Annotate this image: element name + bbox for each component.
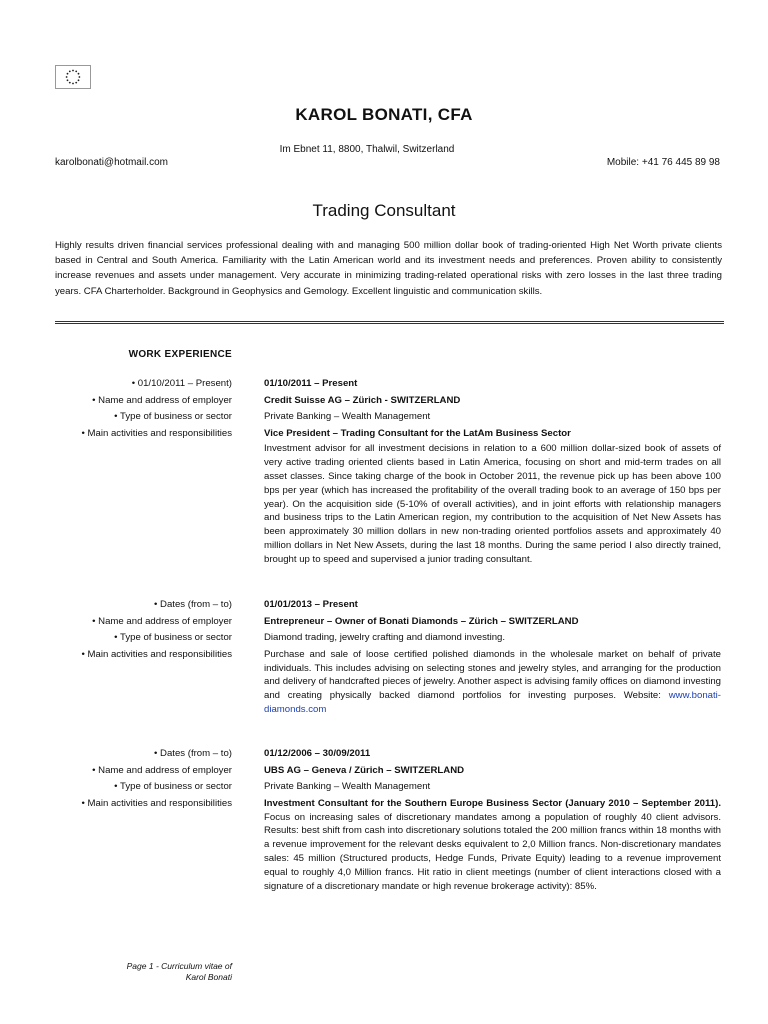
job-activities-label: • Main activities and responsibilities: [81, 797, 232, 809]
job-dates: 01/01/2013 – Present: [264, 599, 358, 610]
profile-summary: Highly results driven financial services professional dealing with and managing 500 million dollar book of trading-oriented High Net Worth private clients based in Central and South America. Familiarity with the Latin American world and its investment needs and preferences. Proven ability to consistently increase revenues and assets under management. Very accurate in minimizing trading-related operational risks with zero losses in the last three trading years. CFA Charterholder. Background in Geophysics and Gemology. Excellent linguistic and communication skills.: [55, 240, 722, 297]
job-business: Private Banking – Wealth Management: [264, 781, 431, 793]
job-dates-label: • Dates (from – to): [154, 599, 232, 610]
job-entry: [0, 746, 768, 893]
candidate-name: KAROL BONATI, CFA: [295, 105, 473, 124]
candidate-email[interactable]: karolbonati@hotmail.com: [55, 157, 168, 168]
job-description-wrap: [264, 796, 721, 894]
job-role: Investment Consultant for the Southern Europe Business Sector (January 2010 – September 2011).: [264, 797, 721, 809]
job-role: Vice President – Trading Consultant for the LatAm Business Sector: [264, 427, 571, 439]
eu-stars-icon: [62, 68, 84, 86]
job-employer: UBS AG – Geneva / Zürich – SWITZERLAND: [264, 764, 465, 776]
job-business-label: • Type of business or sector: [114, 411, 232, 423]
job-employer-label: • Name and address of employer: [92, 615, 232, 627]
job-entry: [0, 597, 768, 717]
section-divider: [55, 321, 724, 324]
job-activities-label: • Main activities and responsibilities: [81, 648, 232, 660]
job-business: Private Banking – Wealth Management: [264, 411, 431, 423]
job-employer: Credit Suisse AG – Zürich - SWITZERLAND: [264, 394, 461, 406]
cv-headline: Trading Consultant: [312, 201, 456, 220]
job-business: Diamond trading, jewelry crafting and diamond investing.: [264, 632, 506, 644]
page-footer: [0, 961, 232, 983]
job-description: Investment advisor for all investment decisions in relation to a 600 million dollar-sized book of assets of very active trading oriented clients based in Latin America, focusing on short and mid-term trades on all asset classes. Since taking charge of the book in October 2011, the revenue pick up has been above 100 bps per year (which has increased the profitability of the overall trading book to an average of 150 bps per year). On the acquisition side (5-10% of overall activities), and in joint efforts with relationship managers and business trips to the Latin American region, my contribution to the acquisition of Net New Assets has been approximately 30 million dollars in new non-trading oriented portfolios assets and approximately 40 million dollars in Net New Assets, during the last 18 months. During the same period I also directly trained, brought up to speed and supervised a junior trading consultant.: [264, 443, 721, 565]
job-dates-label: • 01/10/2011 – Present): [131, 378, 232, 389]
job-description: Focus on increasing sales of discretionary mandates among a population of roughly 40 client advisors. Results: best shift from cash into discretionary solutions totaled the 200 million francs within 18 months with a revenue improvement for the relevant desks equivalent to 2,0 Million francs. Non-discretionary mandates sales: 45 million (Structured products, Hedge Funds, Private Equity) leading to a revenue improvement equal to roughly 4,0 Million francs. Hit ratio in client meetings (number of client interactions closed with a signature of a discretionary mandate or high revenue brokerage activity): 85%.: [264, 811, 721, 892]
job-dates: 01/12/2006 – 30/09/2011: [264, 748, 371, 759]
website-link[interactable]: www.bonati-diamonds.com: [264, 690, 721, 715]
job-description-wrap: [264, 647, 721, 717]
job-employer-label: • Name and address of employer: [92, 394, 232, 406]
job-entry: [0, 376, 768, 567]
footer-line-2: Karol Bonati: [185, 972, 232, 982]
eu-flag-icon: [55, 65, 91, 89]
job-activities-label: • Main activities and responsibilities: [81, 427, 232, 439]
job-business-label: • Type of business or sector: [114, 632, 232, 644]
job-dates-label: • Dates (from – to): [154, 748, 232, 759]
job-employer-label: • Name and address of employer: [92, 764, 232, 776]
job-business-label: • Type of business or sector: [114, 781, 232, 793]
job-employer: Entrepreneur – Owner of Bonati Diamonds – Zürich – SWITZERLAND: [264, 615, 579, 627]
job-description: Purchase and sale of loose certified polished diamonds in the wholesale market on behalf of private individuals. This includes advising on selecting stones and jewelry styles, and arranging for the production and delivery of handcrafted pieces of jewelry. Another aspect is advising family offices on diamond investing and creating physically backed diamond portfolios for investing purposes. Website:: [264, 648, 721, 702]
candidate-address: Im Ebnet 11, 8800, Thalwil, Switzerland: [279, 144, 455, 155]
work-experience-heading: WORK EXPERIENCE: [128, 349, 232, 360]
footer-line-1: Page 1 - Curriculum vitae of: [126, 961, 232, 971]
candidate-mobile: Mobile: +41 76 445 89 98: [606, 157, 720, 168]
job-dates: 01/10/2011 – Present: [264, 378, 358, 389]
